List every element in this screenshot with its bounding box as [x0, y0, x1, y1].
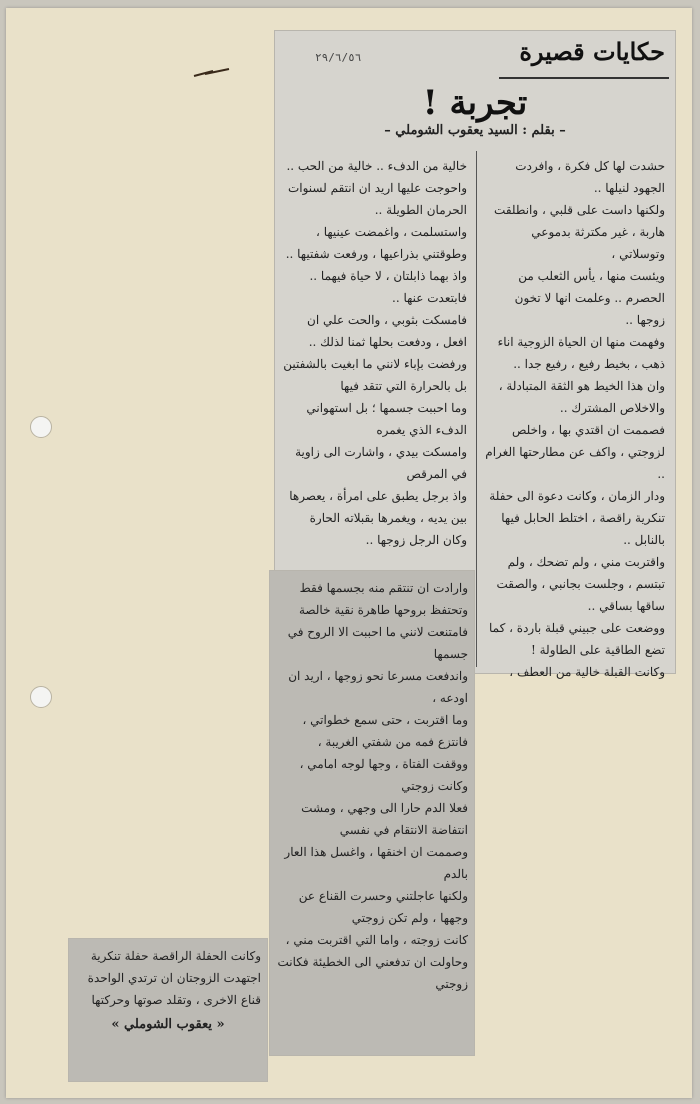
author-signature: « يعقوب الشوملي » — [111, 1017, 225, 1032]
paragraph: حشدت لها كل فكرة ، وافردت الجهود لنيلها .. — [515, 159, 665, 195]
column-divider — [476, 151, 477, 667]
paragraph: وكان الرجل زوجها .. — [365, 533, 467, 547]
paragraph: واذ بهما ذابلتان ، لا حياة فيهما .. فابتعدت عنها .. — [309, 269, 467, 305]
pencil-mark — [193, 68, 231, 78]
continuation-column — [270, 577, 474, 1055]
archive-sheet — [6, 8, 692, 1098]
paragraph: واذ برجل يطبق على امرأة ، يعصرها بين يديه ، ويغمرها بقبلاته الحارة — [289, 489, 467, 525]
paragraph: ووقفت الفتاة ، وجها لوجه امامي ، وكانت زوجتي — [299, 757, 468, 793]
paragraph: وان هذا الخيط هو الثقة المتبادلة ، والاخلاص المشترك .. — [498, 379, 665, 415]
paragraph: وما اقتربت ، حتى سمع خطواتي ، فانتزع فمه من شفتي الغريبة ، — [302, 713, 468, 749]
section-title: حكايات قصيرة — [519, 37, 665, 66]
section-rule — [499, 77, 669, 79]
paragraph: ولكنها عاجلتني وحسرت القناع عن وجهها ، ولم تكن زوجتي — [298, 889, 468, 925]
punch-hole-upper — [30, 416, 52, 438]
right-column — [479, 155, 671, 679]
byline: – بقلم : السيد يعقوب الشوملي – — [384, 123, 566, 138]
paragraph: وامسكت بيدي ، واشارت الى زاوية في المرقص — [295, 445, 467, 481]
headline: تجربة ! — [422, 83, 528, 123]
left-column — [277, 155, 473, 581]
punch-hole-lower — [30, 686, 52, 708]
paragraph: وفهمت منها ان الحياة الزوجية اناء ذهب ، بخيط رفيع ، رفيع جدا .. — [497, 335, 665, 371]
date-stamp: ٢٩/٦/٥٦ — [315, 51, 362, 64]
paragraph: واندفعت مسرعا نحو زوجها ، اريد ان اودعه ، — [288, 669, 468, 705]
paragraph: ورفضت بإباء لانني ما ابغيت بالشفتين بل بالحرارة التي تتقد فيها — [283, 357, 467, 393]
clipping-epilogue — [68, 938, 268, 1082]
paragraph: خالية من الدفء .. خالية من الحب .. واحوجت عليها اريد ان انتقم لسنوات الحرمان الطويلة .. — [286, 159, 467, 217]
paragraph: ويئست منها ، يأس الثعلب من الحصرم .. وعلمت انها لا تخون زوجها .. — [514, 269, 665, 327]
paragraph: ولكنها داست على قلبي ، وانطلقت هاربة ، غير مكترثة بدموعي وتوسلاتي ، — [494, 203, 665, 261]
paragraph: وكانت القبلة خالية من العطف ، — [509, 665, 665, 679]
paragraph: ودار الزمان ، وكانت دعوة الى حفلة تنكرية راقصة ، اختلط الحابل فيها بالنابل .. — [489, 489, 665, 547]
paragraph: واقتربت مني ، ولم تضحك ، ولم تبتسم ، وجلست بجانبي ، والصقت ساقها بساقي .. — [496, 555, 665, 613]
clipping-continuation — [269, 570, 475, 1056]
paragraph: واستسلمت ، واغمضت عينيها ، وطوقتني بذراعيها ، ورفعت شفتيها .. — [285, 225, 467, 261]
paragraph: فامتنعت لانني ما احببت الا الروح في جسمها — [287, 625, 468, 661]
paragraph: فعلا الدم حارا الى وجهي ، ومشت انتفاضة الانتقام في نفسي — [301, 801, 468, 837]
paragraph: كانت زوجته ، واما التي اقتربت مني ، وحاولت ان تدفعني الى الخطيئة فكانت زوجتي — [277, 933, 468, 991]
paragraph: فصممت ان اقتدي بها ، واخلص لزوجتي ، واكف عن مطارحتها الغرام .. — [485, 423, 665, 481]
paragraph: ووضعت على جبيني قبلة باردة ، كما تضع الطاقية على الطاولة ! — [488, 621, 665, 657]
paragraph: وصممت ان اخنقها ، واغسل هذا العار بالدم — [284, 845, 468, 881]
paragraph: فامسكت بثوبي ، والحت علي ان افعل ، ودفعت بحلها ثمنا لذلك .. — [307, 313, 467, 349]
epilogue-text: وكانت الحفلة الراقصة حفلة تنكرية اجتهدت الزوجتان ان ترتدي الواحدة قناع الاخرى ، وتقلد صوتها وحركتها — [87, 949, 261, 1007]
paragraph: وارادت ان تنتقم منه بجسمها فقط وتحتفظ بروحها طاهرة نقية خالصة — [298, 581, 468, 617]
paragraph: وما احببت جسمها ؛ بل استهواني الدفء الذي يغمره — [306, 401, 467, 437]
